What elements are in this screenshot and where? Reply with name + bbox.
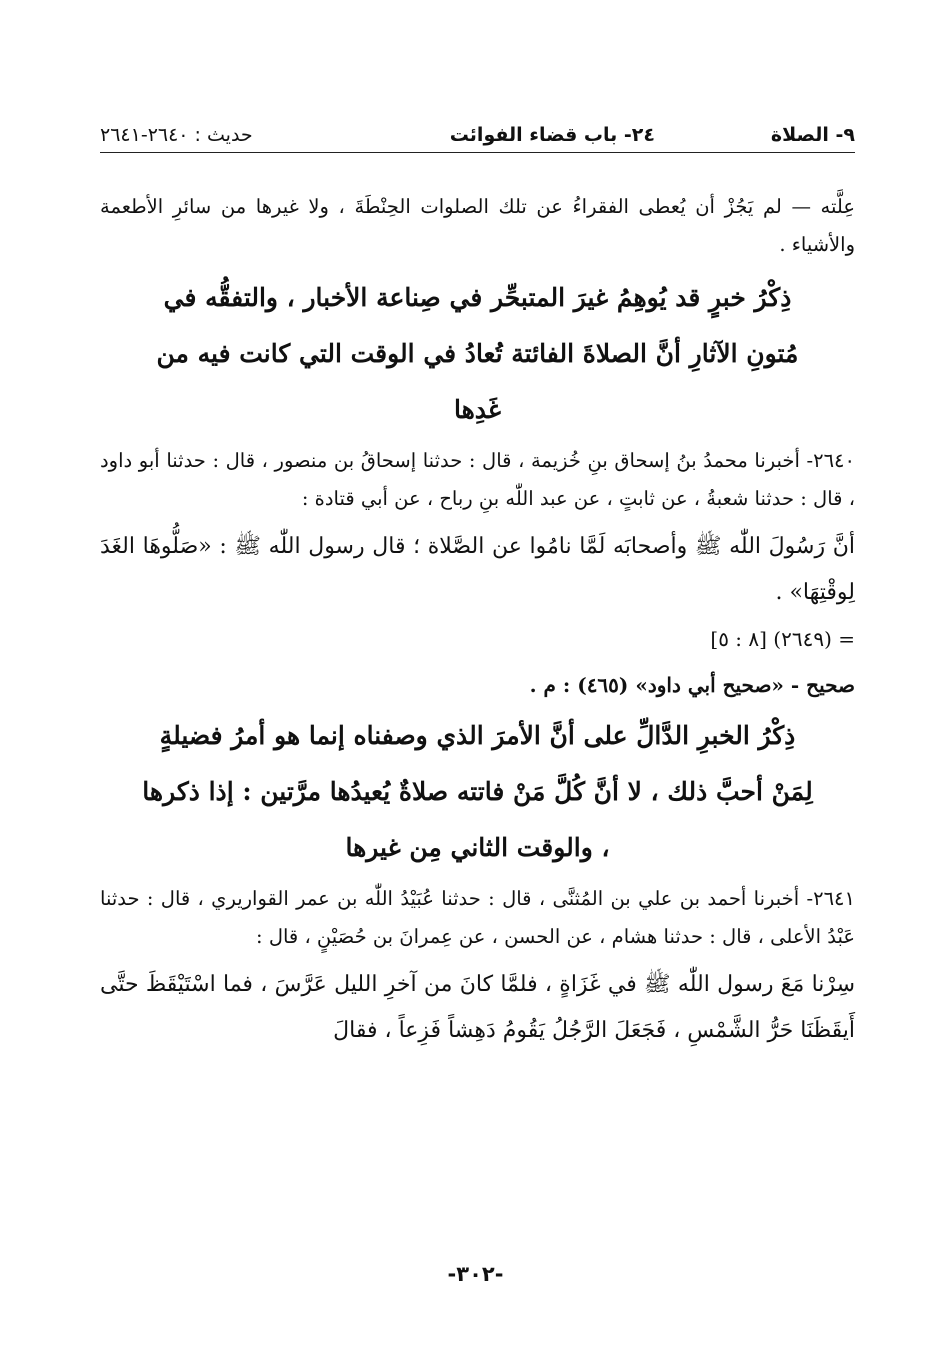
hadith-2640-isnad: ٢٦٤٠- أخبرنا محمدُ بنُ إسحاق بنِ خُزيمة ، قال : حدثنا إسحاقُ بن منصور ، قال : حدثنا أبو داود ، قال : حدثنا شعبةُ ، عن ثابتٍ ، عن عبد اللّٰه بنِ رباح ، عن أبي قتادة : [100,449,855,510]
page-number: -٣٠٢- [447,1262,504,1286]
section-title: ٢٤- باب قضاء الفوائت [449,124,655,146]
hadith-range: حديث : ٢٦٤٠-٢٦٤١ [100,124,253,146]
chapter-heading-1: ذِكْرُ خبرٍ قد يُوهِمُ غيرَ المتبحِّر في صِناعة الأخبار ، والتفقُّه في مُتونِ الآثارِ أنَّ الصلاةَ الفائتة تُعادُ في الوقت التي كانت فيه من غَدِها [156,283,799,424]
paragraph-continuation: عِلَّته — لم يَجُزْ أن يُعطى الفقراءُ عن تلك الصلوات الحِنْطَةَ ، ولا غيرها من سائرِ الأطعمة والأشياء . [100,195,855,256]
chapter-heading-2: ذِكْرُ الخبرِ الدَّالِّ على أنَّ الأمرَ الذي وصفناه إنما هو أمرُ فضيلةٍ لِمَنْ أحبَّ ذلك ، لا أنَّ كُلَّ مَنْ فاتته صلاةٌ يُعيدُها مرَّتين : إذا ذكرها ، والوقت الثاني مِن غيرها [142,721,813,862]
hadith-2641-matn: سِرْنا مَعَ رسول اللّٰه ﷺ في غَزَاةٍ ، فلمَّا كانَ من آخرِ الليل عَرَّسَ ، فما اسْتَيْقَظَ حتَّى أَيقَظَنَا حَرُّ الشَّمْسِ ، فَجَعَلَ الرَّجُلُ يَقُومُ دَهِشاً فَزِعاً ، فقالَ [100,972,855,1043]
hadith-2640-reference: = (٢٦٤٩) [٨ : ٥] [710,627,855,651]
page-content [100,188,855,1054]
hadith-2640-matn: أنَّ رَسُولَ اللّٰه ﷺ وأصحابَه لَمَّا نامُوا عن الصَّلاة ؛ قال رسول اللّٰه ﷺ : «صَلُّوهَا الغَدَ لِوقْتِهَا» . [100,534,855,605]
hadith-2640-grade: صحيح - «صحيح أبي داود» (٤٦٥) : م . [529,673,855,697]
running-header [100,118,855,153]
hadith-2641-isnad: ٢٦٤١- أخبرنا أحمد بن علي بن المُثنَّى ، قال : حدثنا عُبَيْدُ اللّٰه بن عمر القواريري ، قال : حدثنا عَبْدُ الأعلى ، قال : حدثنا هشام ، عن الحسن ، عن عِمرانَ بن حُصَيْنٍ ، قال : [100,887,855,948]
chapter-title: ٩- الصلاة [770,124,855,146]
